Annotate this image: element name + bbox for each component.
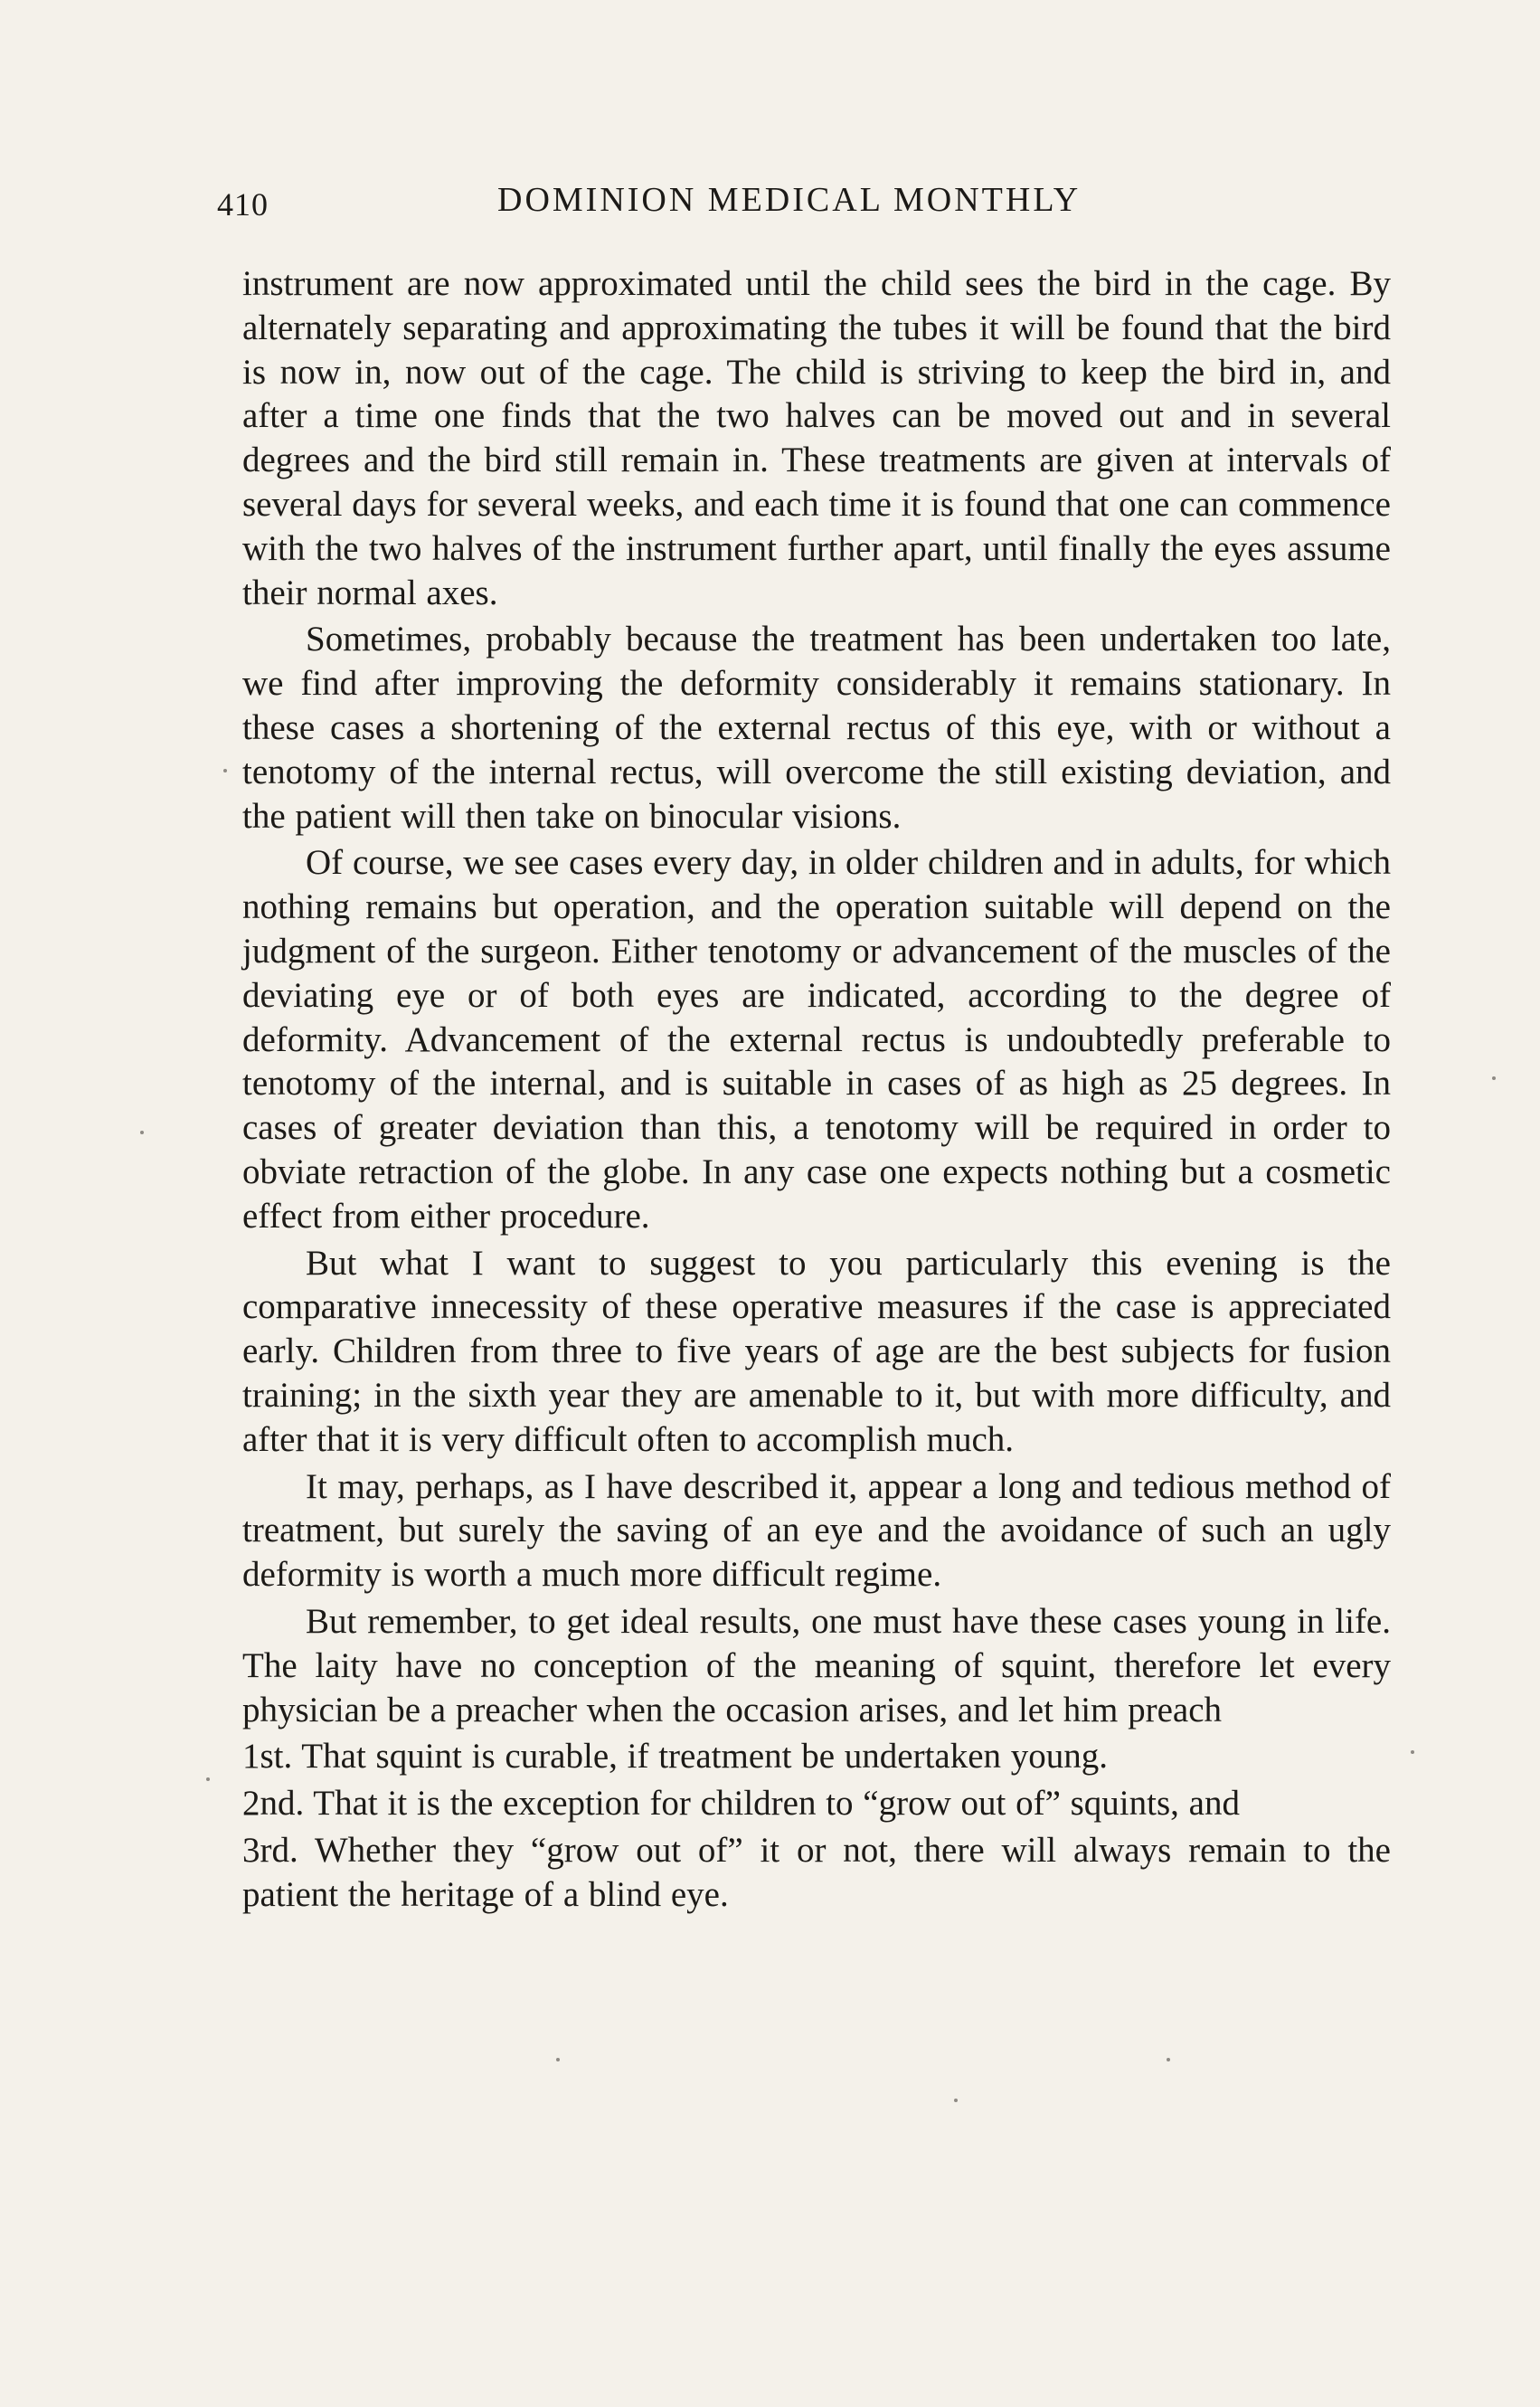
- print-speck: [954, 2099, 958, 2102]
- print-speck: [140, 1131, 144, 1134]
- list-item: 1st. That squint is curable, if treatment be undertaken young.: [242, 1737, 1109, 1777]
- print-speck: [223, 769, 227, 772]
- print-speck: [1411, 1750, 1414, 1754]
- print-speck: [1167, 2058, 1170, 2061]
- list-item: 3rd. Whether they “grow out of” it or not, there will always remain to the patient the heritage of a blind eye.: [242, 1830, 1391, 1914]
- page-number: 410: [217, 186, 269, 223]
- paragraph: Of course, we see cases every day, in older children and in adults, for which nothing remains but operation, and the operation suitable will depend on the judgment of the surgeon. Either tenotomy or advancement of the muscles of the deviating eye or of both eyes are indicated, according to the degree of deformity. Advancement of the external rectus is undoubtedly preferable to tenotomy of the internal, and is suitable in cases of as high as 25 degrees. In cases of greater deviation than this, a tenotomy will be required in order to obviate retraction of the globe. In any case one expects nothing but a cosmetic effect from either procedure.: [242, 843, 1391, 1236]
- print-speck: [556, 2058, 560, 2061]
- running-head: [217, 181, 1356, 240]
- print-speck: [206, 1777, 210, 1781]
- list-item: 2nd. That it is the exception for children to “grow out of” squints, and: [242, 1784, 1240, 1824]
- print-speck: [1492, 1076, 1496, 1080]
- paragraph: But remember, to get ideal results, one must have these cases young in life. The laity have no conception of the meaning of squint, therefore let every physician be a preacher when the occasion arises, and let him preach: [242, 1601, 1391, 1729]
- paragraph: It may, perhaps, as I have described it, appear a long and tedious method of treatment, but surely the saving of an eye and the avoidance of such an ugly deformity is worth a much more difficult regime.: [242, 1466, 1391, 1595]
- article-body: [242, 262, 1391, 1917]
- paragraph: Sometimes, probably because the treatment has been undertaken too late, we find after improving the deformity considerably it remains stationary. In these cases a shortening of the external rectus of this eye, with or without a tenotomy of the internal rectus, will overcome the still existing deviation, and the patient will then take on binocular visions.: [242, 620, 1391, 836]
- paragraph: But what I want to suggest to you particularly this evening is the comparative innecessity of these operative measures if the case is appreciated early. Children from three to five years of age are the best subjects for fusion training; in the sixth year they are amenable to it, but with more difficulty, and after that it is very difficult often to accomplish much.: [242, 1243, 1391, 1459]
- journal-title: DOMINION MEDICAL MONTHLY: [497, 181, 1082, 219]
- paragraph-continuation: instrument are now approximated until the child sees the bird in the cage. By alternately separating and approximating the tubes it will be found that the bird is now in, now out of the cage. The child is striving to keep the bird in, and after a time one finds that the two halves can be moved out and in several degrees and the bird still remain in. These treatments are given at intervals of several days for several weeks, and each time it is found that one can commence with the two halves of the instrument further apart, until finally the eyes assume their normal axes.: [242, 264, 1391, 612]
